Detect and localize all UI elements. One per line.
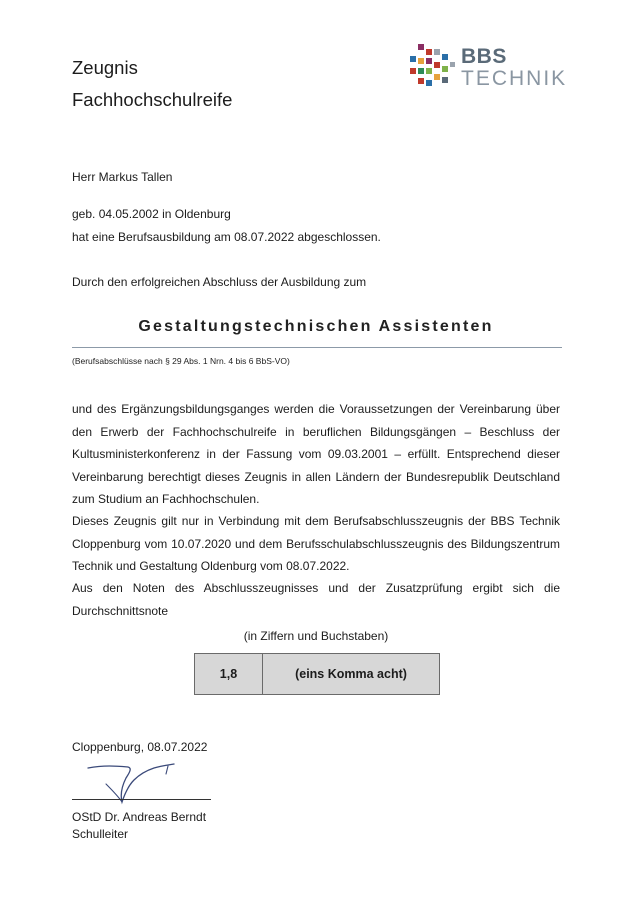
paragraph-average: Aus den Noten des Abschlusszeugnisses und der Zusatzprüfung ergibt sich die Durchschnittsnote [72,581,560,618]
intro-text: Durch den erfolgreichen Abschluss der Ausbildung zum [72,275,367,289]
grade-number: 1,8 [195,654,263,694]
birth-info: geb. 04.05.2002 in Oldenburg [72,207,231,221]
bbs-technik-logo [408,44,578,96]
grade-hint: (in Ziffern und Buchstaben) [243,629,389,643]
place-date: Cloppenburg, 08.07.2022 [72,740,208,754]
signer-name: OStD Dr. Andreas Berndt [72,810,207,824]
title-line-1: Zeugnis [72,57,138,78]
document-title [72,52,232,116]
program-divider [72,347,562,348]
signer-role: Schulleiter [72,827,129,841]
logo-bbs: BBS [461,45,507,68]
title-line-2: Fachhochschulreife [72,89,233,110]
paragraph-validity: Dieses Zeugnis gilt nur in Verbindung mit dem Berufsabschlusszeugnis der BBS Technik Cloppenburg vom 10.07.2020 und dem Berufsschulabschlusszeugnis des Bildungszentrum Technik und Gestaltung Oldenburg vom 08.07.2022. [72,514,560,573]
signature-line [72,799,211,800]
paragraph-agreement: und des Ergänzungsbildungsganges werden die Voraussetzungen der Vereinbarung über den Erwerb der Fachhochschulreife in beruflichen Bildungsgängen – Beschluss der Kultusministerkonferenz in der Fassung vom 09.03.2001 – erfüllt. Entsprechend dieser Vereinbarung berechtigt dieses Zeugnis in allen Ländern der Bundesrepublik Deutschland zum Studium an Fachhochschulen. [72,402,560,506]
training-info: hat eine Berufsausbildung am 08.07.2022 abgeschlossen. [72,230,381,244]
logo-technik: TECHNIK [461,67,568,90]
program-title: Gestaltungstechnischen Assistenten [138,318,494,335]
grade-box [194,653,440,695]
logo-mosaic-icon [408,44,456,88]
grade-words: (eins Komma acht) [295,667,407,681]
recipient-name: Herr Markus Tallen [72,170,173,184]
logo-text [461,46,567,90]
legal-note: (Berufsabschlüsse nach § 29 Abs. 1 Nrn. 4 bis 6 BbS-VO) [72,356,290,366]
